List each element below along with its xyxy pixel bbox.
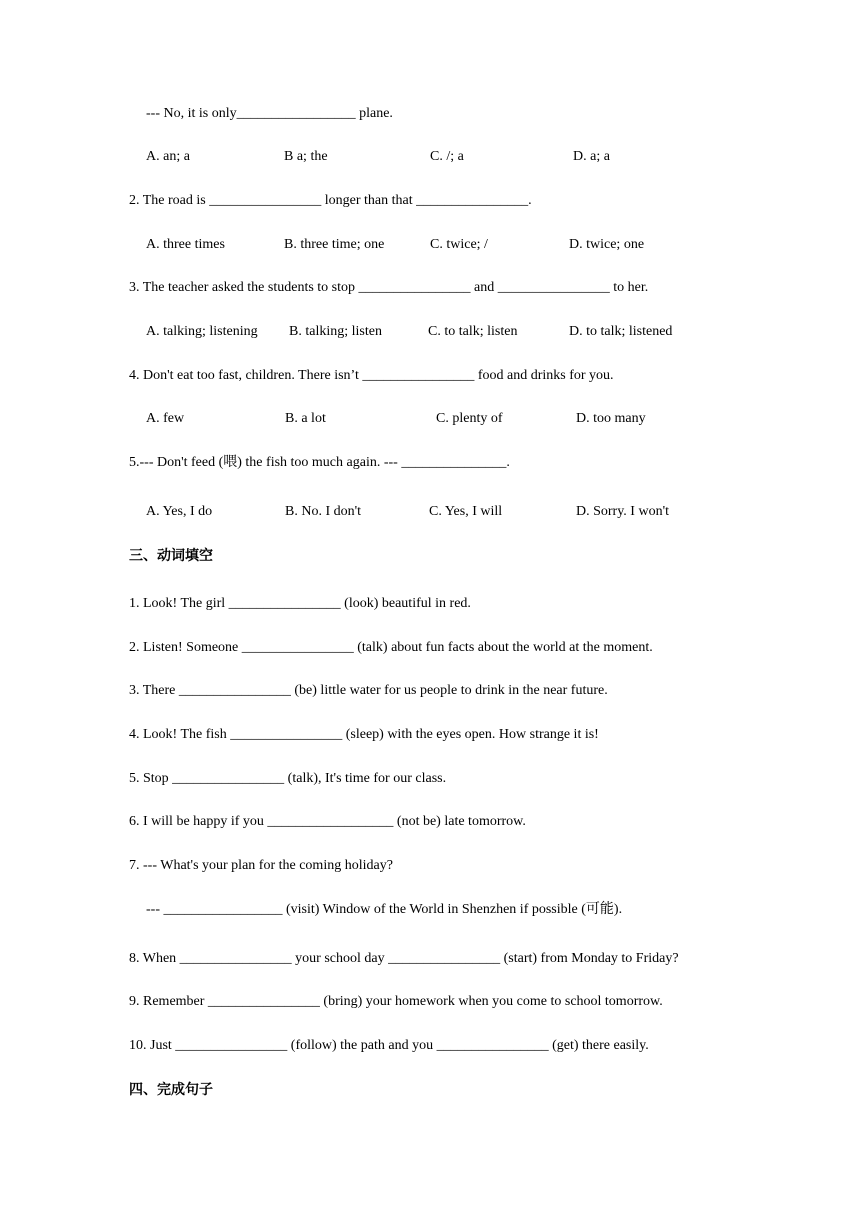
section-4-heading: 四、完成句子 bbox=[129, 1082, 213, 1098]
q1-option-d: D. a; a bbox=[573, 149, 610, 164]
fill-item-8: 8. When ________________ your school day ________________ (start) from Monday to Friday? bbox=[129, 951, 679, 966]
q3-option-c: C. to talk; listen bbox=[428, 324, 518, 339]
q5-option-b: B. No. I don't bbox=[285, 504, 362, 519]
q4-option-b: B. a lot bbox=[285, 411, 326, 426]
q4-option-a: A. few bbox=[146, 411, 185, 426]
q2-option-d: D. twice; one bbox=[569, 237, 645, 252]
question-2: 2. The road is ________________ longer than that ________________. bbox=[129, 193, 532, 208]
q4-option-c: C. plenty of bbox=[436, 411, 503, 426]
question-1-continuation: --- No, it is only_________________ plane. bbox=[146, 106, 393, 121]
question-5: 5.--- Don't feed (喂) the fish too much again. --- _______________. bbox=[129, 455, 510, 470]
fill-item-6: 6. I will be happy if you __________________ (not be) late tomorrow. bbox=[129, 814, 526, 829]
q5-option-c: C. Yes, I will bbox=[429, 504, 503, 519]
q1-option-c: C. /; a bbox=[430, 149, 464, 164]
q4-option-d: D. too many bbox=[576, 411, 646, 426]
fill-item-5: 5. Stop ________________ (talk), It's time for our class. bbox=[129, 771, 447, 786]
q3-option-d: D. to talk; listened bbox=[569, 324, 673, 339]
q5-option-a: A. Yes, I do bbox=[146, 504, 213, 519]
fill-item-2: 2. Listen! Someone ________________ (talk) about fun facts about the world at the moment. bbox=[129, 640, 653, 655]
q2-option-a: A. three times bbox=[146, 237, 225, 252]
q3-option-a: A. talking; listening bbox=[146, 324, 258, 339]
fill-item-4: 4. Look! The fish ________________ (sleep) with the eyes open. How strange it is! bbox=[129, 727, 599, 742]
fill-item-10: 10. Just ________________ (follow) the path and you ________________ (get) there easily. bbox=[129, 1038, 649, 1053]
fill-item-1: 1. Look! The girl ________________ (look) beautiful in red. bbox=[129, 596, 471, 611]
q2-option-b: B. three time; one bbox=[284, 237, 385, 252]
section-3-heading: 三、动词填空 bbox=[129, 548, 213, 564]
fill-item-9: 9. Remember ________________ (bring) your homework when you come to school tomorrow. bbox=[129, 994, 663, 1009]
q5-option-d: D. Sorry. I won't bbox=[576, 504, 669, 519]
fill-item-3: 3. There ________________ (be) little water for us people to drink in the near future. bbox=[129, 683, 608, 698]
q2-option-c: C. twice; / bbox=[430, 237, 488, 252]
q1-option-b: B a; the bbox=[284, 149, 328, 164]
q3-option-b: B. talking; listen bbox=[289, 324, 382, 339]
question-4: 4. Don't eat too fast, children. There isn’t ________________ food and drinks for you. bbox=[129, 368, 614, 383]
q1-option-a: A. an; a bbox=[146, 149, 190, 164]
question-3: 3. The teacher asked the students to stop ________________ and ________________ to her. bbox=[129, 280, 649, 295]
fill-item-7-answer: --- _________________ (visit) Window of the World in Shenzhen if possible (可能). bbox=[146, 902, 623, 917]
fill-item-7: 7. --- What's your plan for the coming holiday? bbox=[129, 858, 393, 873]
